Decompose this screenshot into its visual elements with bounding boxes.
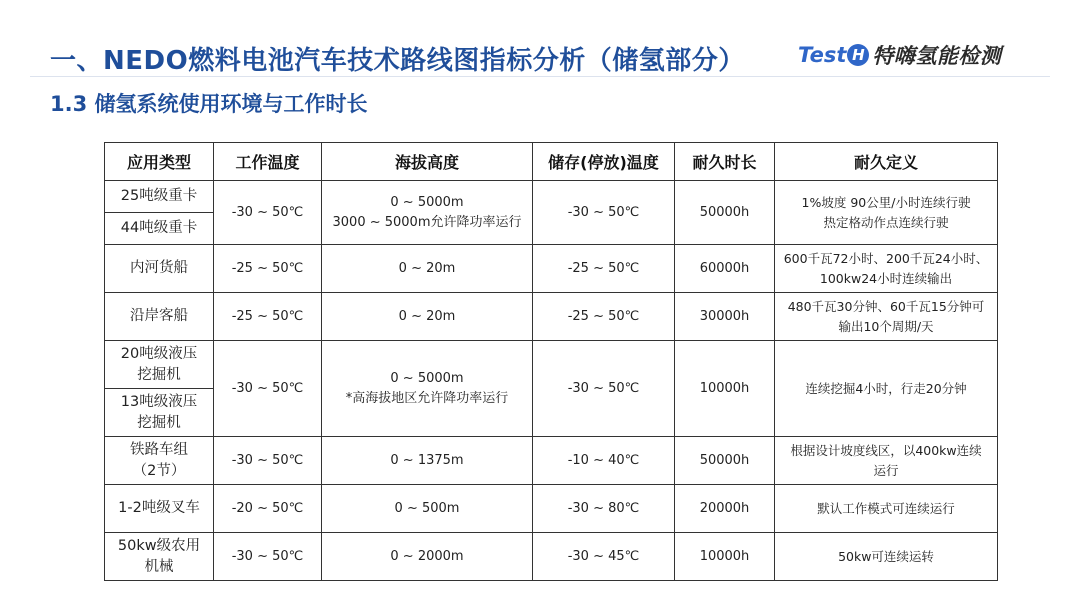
cell-work-temperature: -30 ~ 50℃	[214, 181, 322, 245]
cell-line: 运行	[873, 462, 899, 478]
table-row	[105, 533, 998, 581]
cell-line: 沿岸客船	[130, 308, 188, 324]
cell-durability-definition	[775, 341, 998, 437]
page-title: 一、NEDO燃料电池汽车技术路线图指标分析（储氢部分）	[50, 46, 745, 76]
cell-line: 挖掘机	[137, 414, 181, 431]
cell-altitude	[322, 293, 533, 341]
cell-altitude	[322, 485, 533, 533]
cell-durability: 60000h	[675, 245, 775, 293]
cell-storage-temperature: -30 ~ 50℃	[533, 181, 675, 245]
cell-application-type	[105, 245, 214, 293]
header-divider	[30, 76, 1050, 77]
cell-line: 0 ~ 2000m	[390, 548, 464, 564]
cell-application-type	[105, 181, 214, 213]
cell-work-temperature: -30 ~ 50℃	[214, 341, 322, 437]
cell-line: 20吨级液压	[120, 345, 198, 362]
cell-durability: 50000h	[675, 181, 775, 245]
hydrogen-logo-icon: H	[847, 44, 869, 66]
cell-work-temperature: -30 ~ 50℃	[214, 533, 322, 581]
logo-latin-text: Test	[798, 43, 847, 67]
cell-line: 内河货船	[130, 260, 188, 276]
cell-line: 热定格动作点连续行驶	[823, 214, 949, 230]
logo-chinese-text: 特嗨氢能检测	[872, 44, 1002, 68]
cell-durability-definition	[775, 181, 998, 245]
table-row	[105, 341, 998, 389]
cell-durability-definition	[775, 485, 998, 533]
cell-line: 100kw24小时连续输出	[819, 270, 953, 286]
cell-durability-definition	[775, 245, 998, 293]
cell-line: 1%坡度 90公里/小时连续行驶	[801, 194, 971, 210]
cell-line: 3000 ~ 5000m允许降功率运行	[332, 214, 522, 230]
cell-altitude	[322, 341, 533, 437]
header-altitude: 海拔高度	[322, 143, 533, 181]
cell-application-type	[105, 213, 214, 245]
cell-line: （2节）	[132, 462, 186, 479]
cell-work-temperature: -30 ~ 50℃	[214, 437, 322, 485]
cell-storage-temperature: -30 ~ 45℃	[533, 533, 675, 581]
table-body	[105, 181, 998, 581]
cell-line: 0 ~ 5000m	[390, 370, 464, 386]
cell-storage-temperature: -30 ~ 80℃	[533, 485, 675, 533]
header-durability: 耐久时长	[675, 143, 775, 181]
cell-durability: 20000h	[675, 485, 775, 533]
company-logo	[798, 40, 1001, 70]
cell-altitude	[322, 181, 533, 245]
cell-work-temperature: -20 ~ 50℃	[214, 485, 322, 533]
table-row	[105, 437, 998, 485]
cell-line: 480千瓦30分钟、60千瓦15分钟可	[787, 298, 985, 314]
table-row	[105, 485, 998, 533]
cell-storage-temperature: -30 ~ 50℃	[533, 341, 675, 437]
cell-durability: 10000h	[675, 341, 775, 437]
cell-line: 0 ~ 500m	[394, 500, 460, 516]
table-row	[105, 245, 998, 293]
cell-application-type	[105, 437, 214, 485]
table-header-row	[105, 143, 998, 181]
cell-durability: 10000h	[675, 533, 775, 581]
cell-application-type	[105, 485, 214, 533]
cell-line: 13吨级液压	[120, 393, 198, 410]
cell-line: 根据设计坡度线区，以400kw连续	[790, 442, 982, 458]
header-application-type: 应用类型	[105, 143, 214, 181]
header-storage-temperature: 储存(停放)温度	[533, 143, 675, 181]
cell-line: 默认工作模式可连续运行	[817, 500, 955, 516]
cell-altitude	[322, 533, 533, 581]
cell-line: 挖掘机	[137, 366, 181, 383]
cell-altitude	[322, 437, 533, 485]
cell-line: 44吨级重卡	[120, 220, 198, 236]
cell-line: 0 ~ 1375m	[390, 452, 464, 468]
cell-application-type	[105, 341, 214, 389]
cell-line: *高海拔地区允许降功率运行	[345, 390, 509, 406]
cell-application-type	[105, 389, 214, 437]
cell-line: 机械	[144, 558, 174, 575]
cell-line: 50kw可连续运转	[838, 548, 934, 564]
cell-line: 1-2吨级叉车	[118, 500, 200, 516]
cell-line: 输出10个周期/天	[838, 318, 934, 334]
cell-application-type	[105, 293, 214, 341]
cell-line: 0 ~ 20m	[398, 308, 456, 324]
cell-line: 600千瓦72小时、200千瓦24小时、	[783, 250, 989, 266]
cell-storage-temperature: -25 ~ 50℃	[533, 245, 675, 293]
cell-line: 铁路车组	[130, 441, 188, 458]
cell-application-type	[105, 533, 214, 581]
cell-line: 50kw级农用	[117, 537, 201, 554]
cell-line: 0 ~ 20m	[398, 260, 456, 276]
header-work-temperature: 工作温度	[214, 143, 322, 181]
cell-durability: 50000h	[675, 437, 775, 485]
table-row	[105, 181, 998, 213]
cell-work-temperature: -25 ~ 50℃	[214, 245, 322, 293]
section-subtitle: 1.3 储氢系统使用环境与工作时长	[50, 92, 368, 116]
cell-work-temperature: -25 ~ 50℃	[214, 293, 322, 341]
cell-line: 0 ~ 5000m	[390, 194, 464, 210]
cell-durability-definition	[775, 533, 998, 581]
header-durability-definition: 耐久定义	[775, 143, 998, 181]
cell-storage-temperature: -25 ~ 50℃	[533, 293, 675, 341]
cell-durability-definition	[775, 437, 998, 485]
cell-durability-definition	[775, 293, 998, 341]
cell-altitude	[322, 245, 533, 293]
cell-durability: 30000h	[675, 293, 775, 341]
cell-storage-temperature: -10 ~ 40℃	[533, 437, 675, 485]
cell-line: 连续挖掘4小时，行走20分钟	[805, 380, 967, 396]
table-row	[105, 293, 998, 341]
storage-environment-table	[104, 142, 998, 581]
cell-line: 25吨级重卡	[120, 188, 198, 204]
